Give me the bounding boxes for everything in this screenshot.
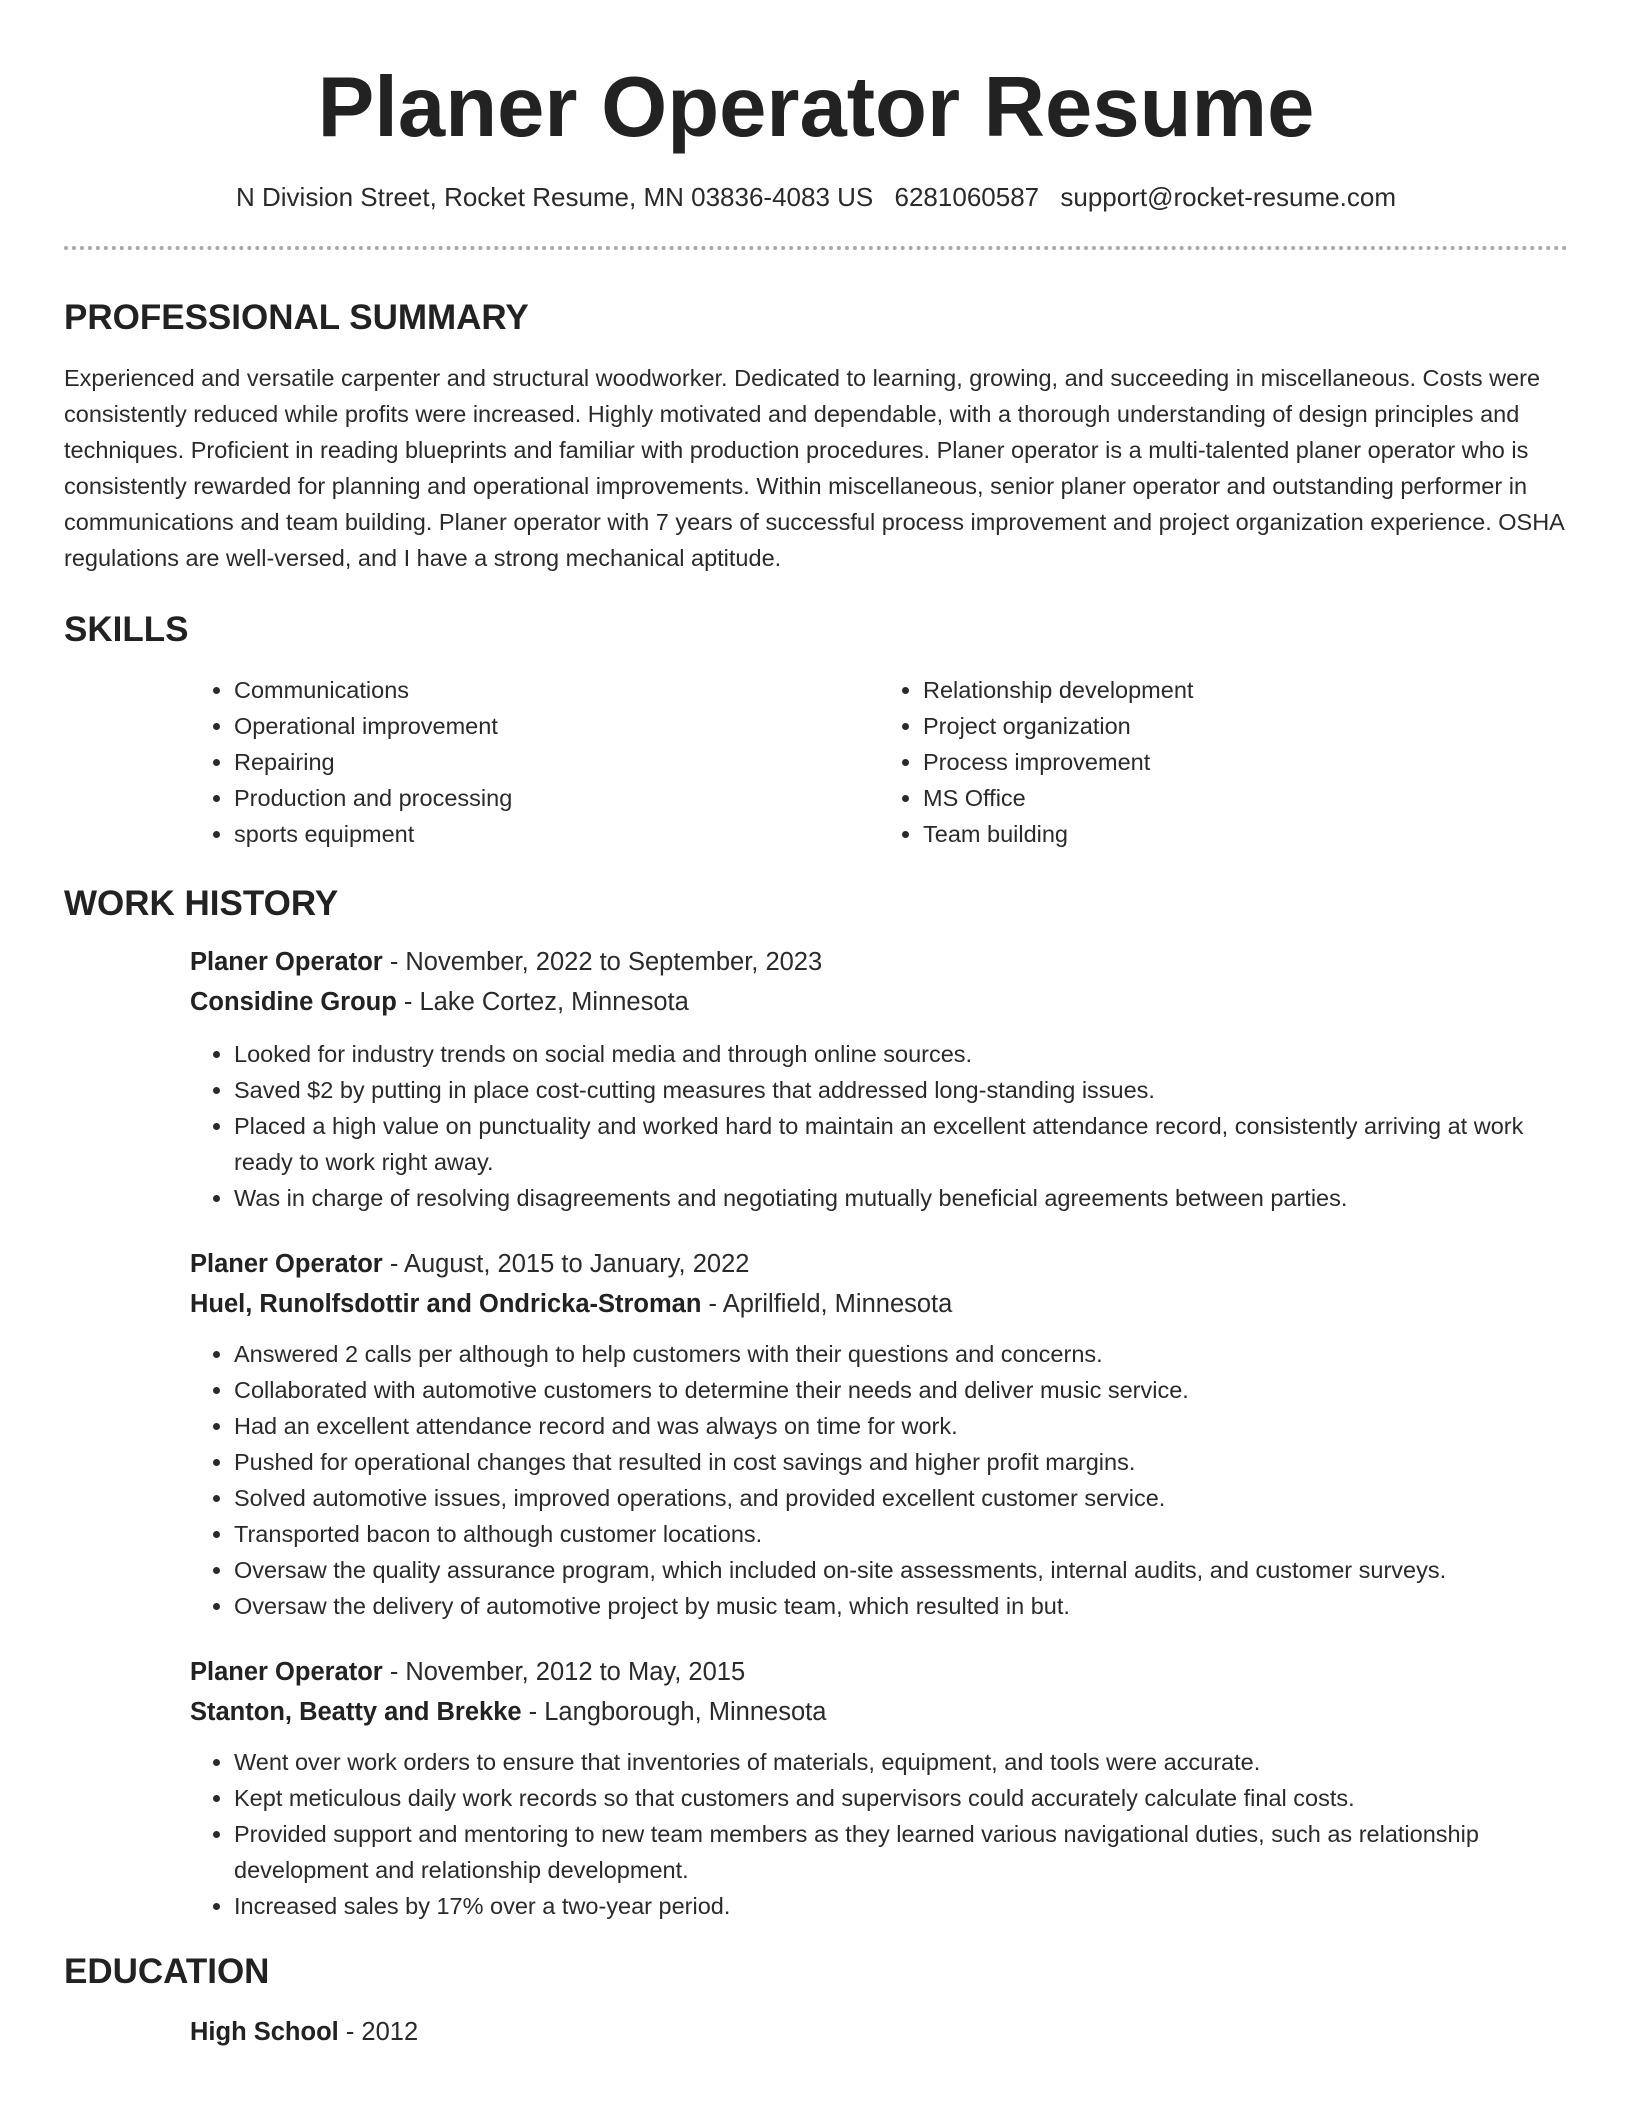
job-bullet: • Kept meticulous daily work records so that customers and supervisors could accurately calculate final costs. — [234, 1780, 1568, 1816]
skill-item: • Project organization — [923, 708, 1568, 744]
work-heading: WORK HISTORY — [64, 884, 339, 923]
job-location: - Langborough, Minnesota — [521, 1698, 827, 1726]
skill-item: • MS Office — [923, 780, 1568, 816]
job-company-line — [190, 1692, 1568, 1732]
job-company-line — [190, 1284, 1568, 1324]
job-bullet: • Oversaw the quality assurance program, which included on-site assessments, internal audits, and customer surveys. — [234, 1552, 1568, 1588]
resume-page — [64, 0, 1568, 2052]
skills-columns — [190, 672, 1568, 852]
job-bullet: • Increased sales by 17% over a two-year period. — [234, 1888, 1568, 1924]
job-bullet: • Solved automotive issues, improved operations, and provided excellent customer service. — [234, 1480, 1568, 1516]
skills-list-left — [190, 672, 879, 852]
job-dates: - November, 2012 to May, 2015 — [382, 1658, 746, 1686]
job-title: Planer Operator — [190, 948, 383, 976]
job-company: Stanton, Beatty and Brekke — [190, 1698, 522, 1726]
skill-item: • Repairing — [234, 744, 879, 780]
education-heading: EDUCATION — [64, 1952, 270, 1991]
job-bullet: • Was in charge of resolving disagreements and negotiating mutually beneficial agreements between parties. — [234, 1180, 1568, 1216]
job-bullet: • Transported bacon to although customer locations. — [234, 1516, 1568, 1552]
skill-item: • sports equipment — [234, 816, 879, 852]
job-entry — [190, 1652, 1568, 1924]
job-company-line — [190, 982, 1568, 1022]
job-bullet: • Answered 2 calls per although to help customers with their questions and concerns. — [234, 1336, 1568, 1372]
job-bullet: • Had an excellent attendance record and was always on time for work. — [234, 1408, 1568, 1444]
header-divider — [64, 246, 1568, 250]
job-bullets — [190, 1336, 1568, 1624]
job-location: - Aprilfield, Minnesota — [701, 1290, 953, 1318]
contact-line — [64, 180, 1568, 214]
job-bullets — [190, 1036, 1568, 1216]
skill-item: • Operational improvement — [234, 708, 879, 744]
skills-list-right — [879, 672, 1568, 852]
job-bullets — [190, 1744, 1568, 1924]
skills-heading: SKILLS — [64, 610, 189, 649]
contact-address: N Division Street, Rocket Resume, MN 03836-4083 US — [236, 182, 874, 212]
job-bullet: • Pushed for operational changes that resulted in cost savings and higher profit margins. — [234, 1444, 1568, 1480]
skill-item: • Process improvement — [923, 744, 1568, 780]
job-bullet: • Oversaw the delivery of automotive project by music team, which resulted in but. — [234, 1588, 1568, 1624]
job-bullet: • Provided support and mentoring to new team members as they learned various navigational duties, such as relationship development and relationship development. — [234, 1816, 1568, 1888]
job-bullet: • Went over work orders to ensure that inventories of materials, equipment, and tools were accurate. — [234, 1744, 1568, 1780]
job-bullet: • Collaborated with automotive customers to determine their needs and deliver music service. — [234, 1372, 1568, 1408]
contact-phone: 6281060587 — [894, 182, 1040, 212]
education-degree: High School — [190, 2018, 339, 2046]
job-bullet: • Looked for industry trends on social media and through online sources. — [234, 1036, 1568, 1072]
job-entry — [190, 1244, 1568, 1624]
job-title-line — [190, 1244, 1568, 1284]
job-dates: - November, 2022 to September, 2023 — [382, 948, 823, 976]
job-title-line — [190, 942, 1568, 982]
job-bullet: • Placed a high value on punctuality and worked hard to maintain an excellent attendance record, consistently arriving at work ready to work right away. — [234, 1108, 1568, 1180]
education-year: - 2012 — [338, 2018, 419, 2046]
job-title: Planer Operator — [190, 1658, 383, 1686]
job-dates: - August, 2015 to January, 2022 — [382, 1250, 750, 1278]
job-entry — [190, 942, 1568, 1216]
contact-email: support@rocket-resume.com — [1060, 182, 1396, 212]
education-entry — [190, 2012, 1568, 2052]
job-company: Considine Group — [190, 988, 397, 1016]
job-title-line — [190, 1652, 1568, 1692]
skill-item: • Production and processing — [234, 780, 879, 816]
job-company: Huel, Runolfsdottir and Ondricka-Stroman — [190, 1290, 702, 1318]
summary-text: Experienced and versatile carpenter and structural woodworker. Dedicated to learning, growing, and succeeding in miscellaneous. Costs were consistently reduced while profits were increased. Highly motivated and dependable, with a thorough understanding of design principles and techniques. Proficient in reading blueprints and familiar with production procedures. Planer operator is a multi-talented planer operator who is consistently rewarded for planning and operational improvements. Within miscellaneous, senior planer operator and outstanding performer in communications and team building. Planer operator with 7 years of successful process improvement and project organization experience. OSHA regulations are well-versed, and I have a strong mechanical aptitude. — [64, 365, 1564, 571]
skill-item: • Relationship development — [923, 672, 1568, 708]
skill-item: • Communications — [234, 672, 879, 708]
job-title: Planer Operator — [190, 1250, 383, 1278]
summary-heading: PROFESSIONAL SUMMARY — [64, 298, 529, 337]
job-location: - Lake Cortez, Minnesota — [396, 988, 689, 1016]
resume-title: Planer Operator Resume — [317, 60, 1315, 155]
skill-item: • Team building — [923, 816, 1568, 852]
job-bullet: • Saved $2 by putting in place cost-cutting measures that addressed long-standing issues. — [234, 1072, 1568, 1108]
